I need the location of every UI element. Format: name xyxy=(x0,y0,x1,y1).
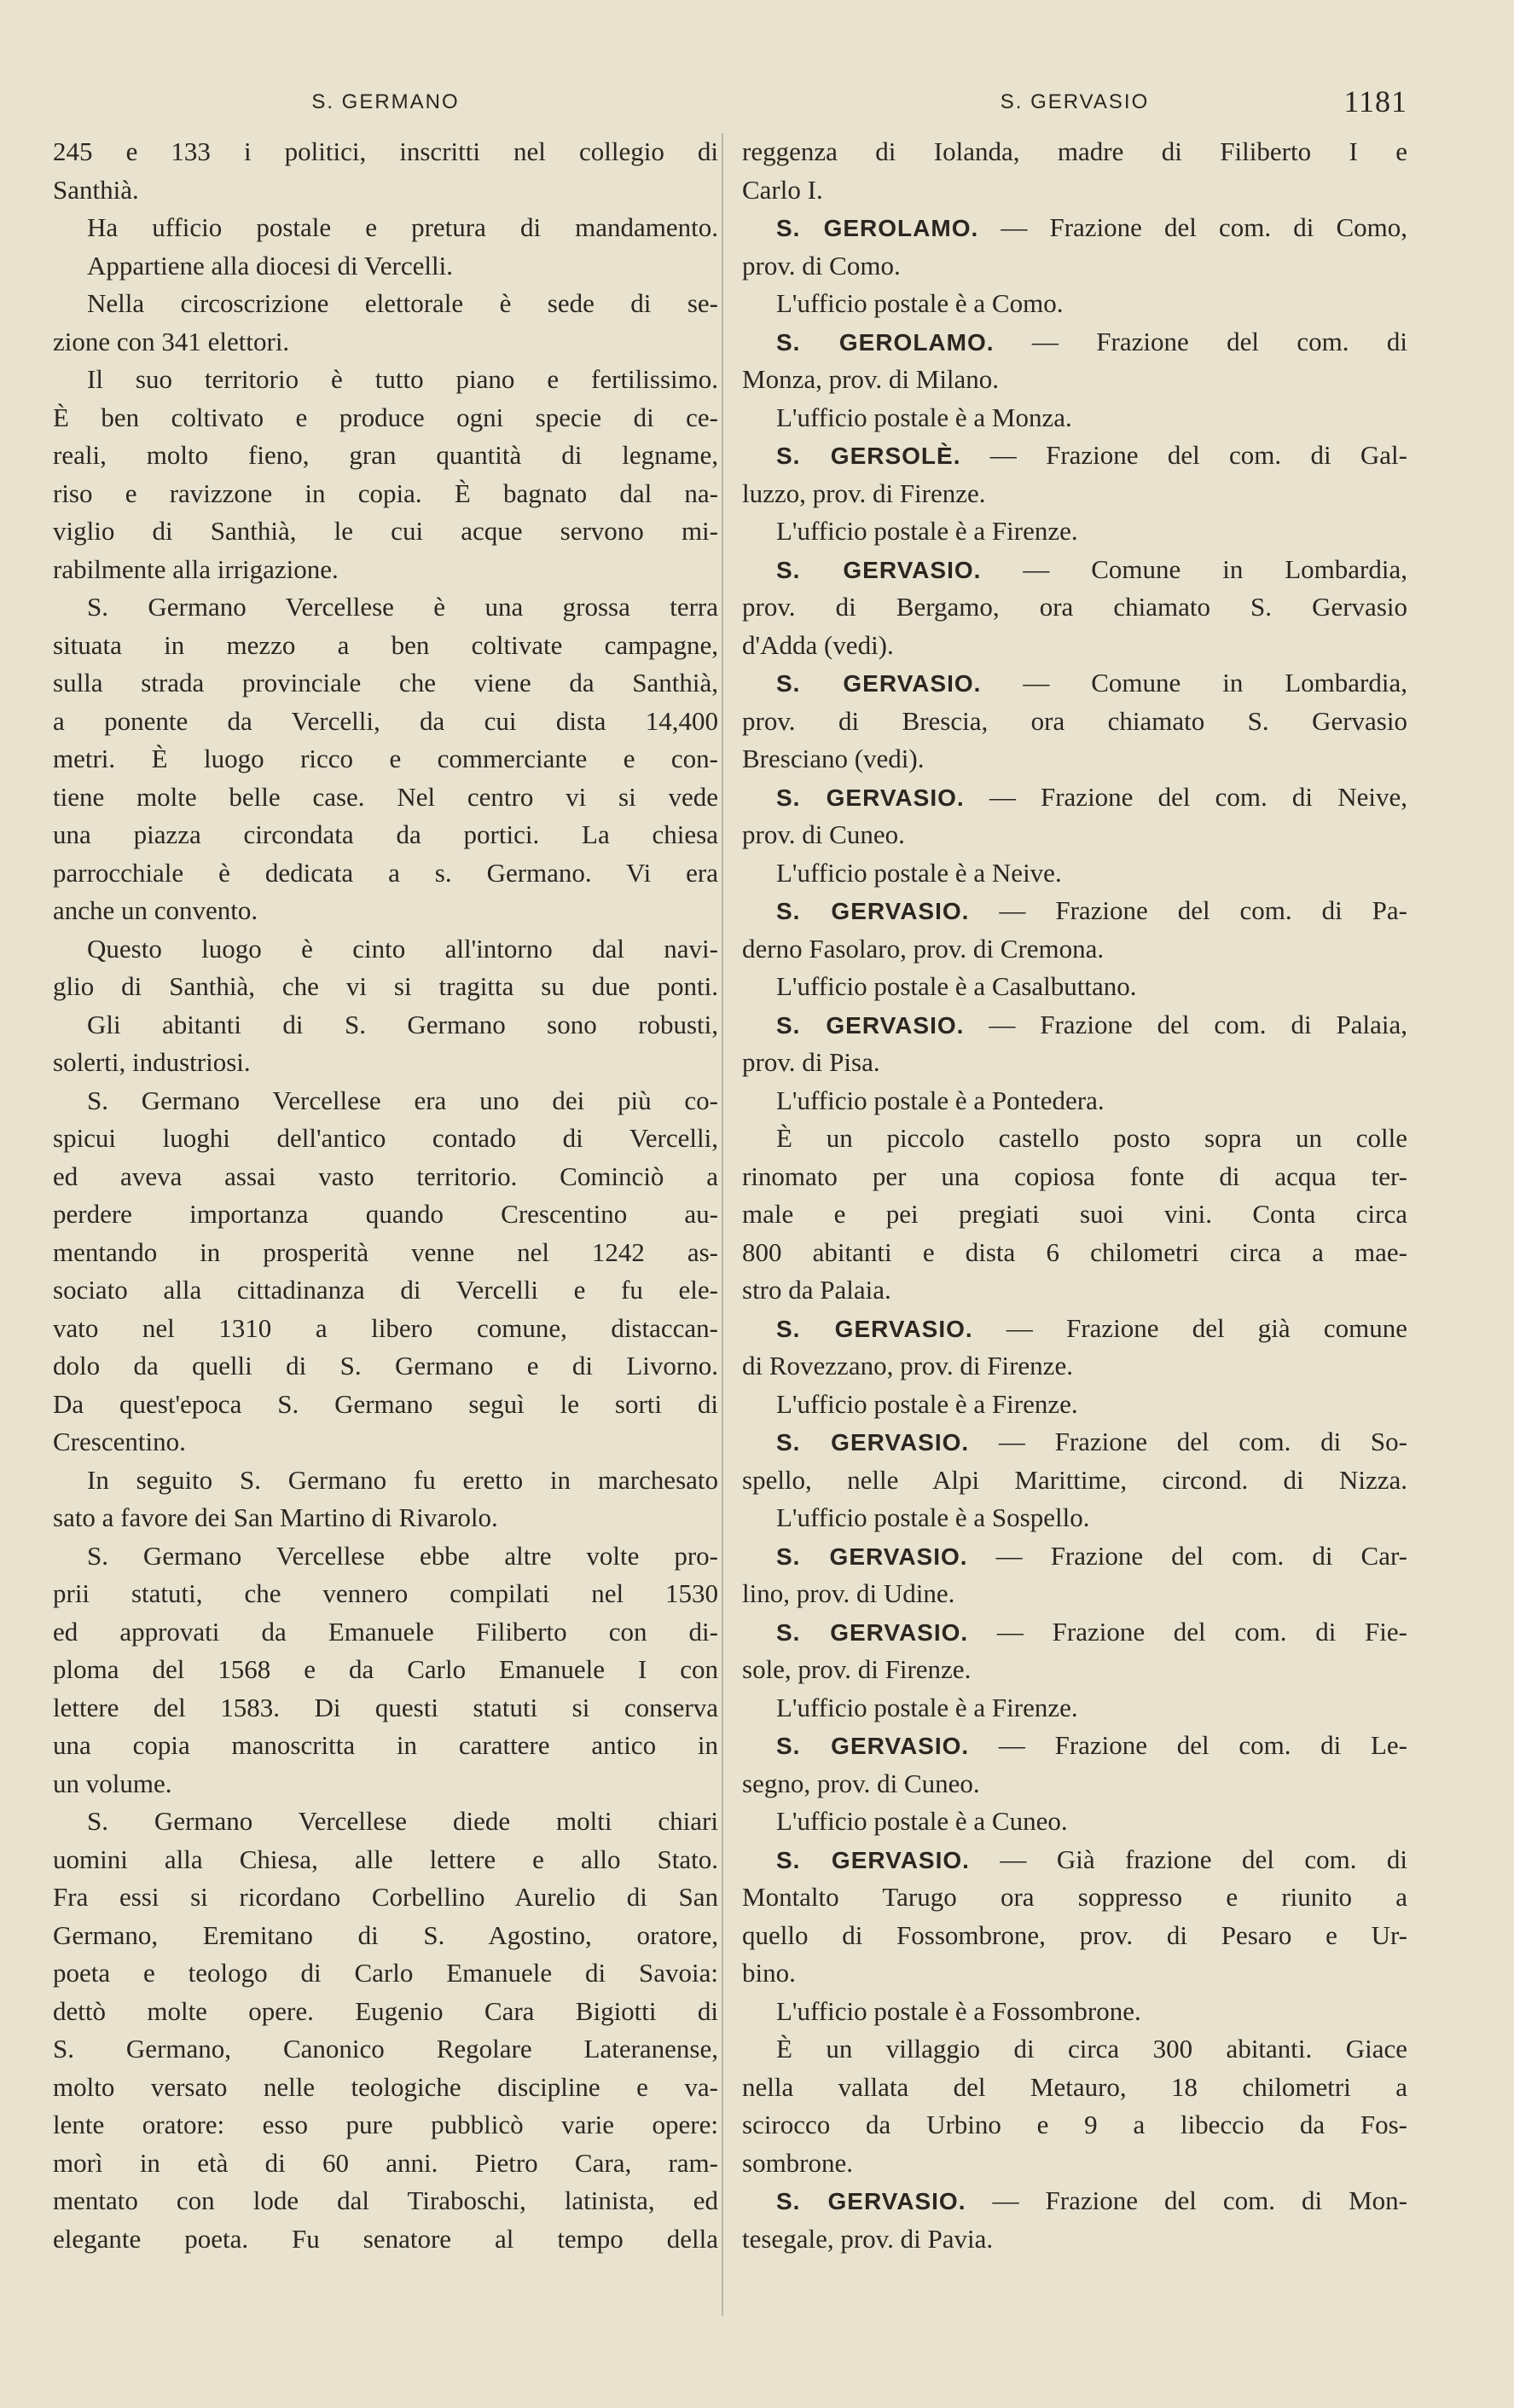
text-line xyxy=(53,475,718,513)
line-text: — Frazione del com. di So- xyxy=(969,1427,1407,1456)
right-column-text xyxy=(742,133,1407,2258)
line-text: prov. di Brescia, ora chiamato S. Gervasio xyxy=(742,705,1407,736)
text-line xyxy=(53,2069,718,2107)
text-line xyxy=(742,1575,1407,1613)
line-text: parrocchiale è dedicata a s. Germano. Vi era xyxy=(53,857,718,888)
line-text: spello, nelle Alpi Marittime, circond. di Nizza. xyxy=(742,1464,1407,1495)
right-running-head xyxy=(742,84,1407,124)
line-text: L'ufficio postale è a Como. xyxy=(776,288,1064,318)
text-line xyxy=(742,399,1407,437)
text-line xyxy=(742,2145,1407,2183)
text-line xyxy=(742,968,1407,1006)
line-text: Crescentino. xyxy=(53,1427,186,1456)
text-line xyxy=(53,1689,718,1728)
text-line xyxy=(742,285,1407,323)
line-text: morì in età di 60 anni. Pietro Cara, ram- xyxy=(53,2147,718,2178)
text-line xyxy=(742,1158,1407,1196)
line-text: prov. di Como. xyxy=(742,250,901,281)
text-line xyxy=(742,1347,1407,1386)
line-text: vato nel 1310 a libero comune, distaccan- xyxy=(53,1312,718,1343)
text-line xyxy=(742,512,1407,551)
text-line xyxy=(742,1651,1407,1689)
text-line xyxy=(742,1044,1407,1082)
text-line xyxy=(742,361,1407,399)
text-line xyxy=(53,627,718,665)
line-text: segno, prov. di Cuneo. xyxy=(742,1768,980,1798)
line-text: Monza, prov. di Milano. xyxy=(742,364,1000,394)
right-head-title: S. GERVASIO xyxy=(1000,90,1150,113)
text-line xyxy=(53,2145,718,2183)
line-text: male e pei pregiati suoi vini. Conta circa xyxy=(742,1199,1407,1229)
text-line xyxy=(742,816,1407,854)
text-line xyxy=(53,512,718,551)
line-text: Appartiene alla diocesi di Vercelli. xyxy=(87,250,453,281)
column-divider xyxy=(722,133,723,2316)
text-line xyxy=(53,1841,718,1879)
line-text: L'ufficio postale è a Cuneo. xyxy=(776,1806,1068,1836)
text-line xyxy=(53,437,718,475)
text-line xyxy=(53,285,718,323)
entry-keyword: S. GERVASIO. xyxy=(776,1846,970,1873)
line-text: ed aveva assai vasto territorio. Cominciò a xyxy=(53,1161,718,1191)
text-line xyxy=(742,1803,1407,1841)
left-column-text xyxy=(53,133,718,2258)
line-text: Il suo territorio è tutto piano e fertilissimo. xyxy=(87,364,718,394)
text-line xyxy=(742,588,1407,627)
text-line xyxy=(53,2106,718,2145)
text-line xyxy=(53,588,718,627)
text-line xyxy=(742,2106,1407,2145)
line-text: — Frazione del com. di Como, xyxy=(978,212,1407,242)
text-line xyxy=(53,1993,718,2031)
text-line xyxy=(742,1917,1407,1955)
line-text: — Frazione del com. di Fie- xyxy=(968,1616,1407,1647)
line-text: — Comune in Lombardia, xyxy=(981,668,1407,698)
entry-keyword: S. GERVASIO. xyxy=(776,1429,970,1456)
line-text: bino. xyxy=(742,1958,796,1988)
line-text: solerti, industriosi. xyxy=(53,1047,251,1077)
line-text: È un villaggio di circa 300 abitanti. Giace xyxy=(776,2034,1407,2064)
line-text: sombrone. xyxy=(742,2147,854,2178)
line-text: — Frazione del com. di Le- xyxy=(969,1730,1407,1760)
text-line xyxy=(53,1878,718,1917)
text-line xyxy=(53,209,718,247)
line-text: a ponente da Vercelli, da cui dista 14,400 xyxy=(53,705,718,736)
line-text: perdere importanza quando Crescentino au- xyxy=(53,1199,718,1229)
text-line xyxy=(53,361,718,399)
entry-keyword: S. GERVASIO. xyxy=(776,1733,970,1759)
entry-keyword: S. GERVASIO. xyxy=(776,1618,969,1646)
text-line xyxy=(53,816,718,854)
text-line xyxy=(53,1917,718,1955)
text-line xyxy=(53,892,718,930)
line-text: L'ufficio postale è a Monza. xyxy=(776,402,1072,432)
line-text: dolo da quelli di S. Germano e di Livorno. xyxy=(53,1351,718,1381)
text-line xyxy=(742,1993,1407,2031)
text-line xyxy=(742,323,1407,362)
line-text: glio di Santhià, che vi si tragitta su due ponti. xyxy=(53,971,718,1001)
text-line xyxy=(53,1537,718,1576)
line-text: reali, molto fieno, gran quantità di legname, xyxy=(53,440,718,470)
line-text: Da quest'epoca S. Germano seguì le sorti di xyxy=(53,1388,718,1419)
line-text: ed approvati da Emanuele Filiberto con di- xyxy=(53,1616,718,1647)
line-text: prii statuti, che vennero compilati nel 1530 xyxy=(53,1578,718,1608)
entry-keyword: S. GERVASIO. xyxy=(776,670,982,697)
text-line xyxy=(742,627,1407,665)
line-text: Gli abitanti di S. Germano sono robusti, xyxy=(87,1009,718,1039)
line-text: — Frazione del com. di xyxy=(994,326,1407,356)
line-text: un volume. xyxy=(53,1768,172,1798)
text-line xyxy=(53,1423,718,1462)
line-text: una piazza circondata da portici. La chiesa xyxy=(53,819,718,849)
line-text: sociato alla cittadinanza di Vercelli e fu ele- xyxy=(53,1275,718,1305)
text-line xyxy=(53,1499,718,1537)
line-text: — Frazione del com. di Pa- xyxy=(969,895,1407,925)
text-line xyxy=(53,2030,718,2069)
text-line xyxy=(742,247,1407,286)
text-line xyxy=(742,1310,1407,1348)
text-line xyxy=(742,1499,1407,1537)
line-text: Montalto Tarugo ora soppresso e riunito a xyxy=(742,1882,1407,1912)
text-line xyxy=(53,1347,718,1386)
line-text: lettere del 1583. Di questi statuti si conserva xyxy=(53,1692,718,1722)
text-line xyxy=(742,551,1407,589)
line-text: S. Germano, Canonico Regolare Lateranense, xyxy=(53,2034,718,2064)
line-text: — Frazione del com. di Mon- xyxy=(966,2185,1407,2215)
entry-keyword: S. GERVASIO. xyxy=(776,556,982,583)
text-line xyxy=(742,1195,1407,1234)
line-text: — Frazione del già comune xyxy=(972,1312,1407,1343)
line-text: sole, prov. di Firenze. xyxy=(742,1654,972,1684)
text-line xyxy=(53,551,718,589)
entry-keyword: S. GERSOLÈ. xyxy=(776,443,961,469)
text-line xyxy=(742,854,1407,893)
text-line xyxy=(742,1082,1407,1120)
line-text: — Frazione del com. di Neive, xyxy=(964,781,1407,812)
text-line xyxy=(53,930,718,969)
text-line xyxy=(53,1195,718,1234)
text-line xyxy=(53,1575,718,1613)
line-text: L'ufficio postale è a Casalbuttano. xyxy=(776,971,1137,1001)
line-text: — Frazione del com. di Car- xyxy=(967,1540,1407,1571)
text-line xyxy=(742,1765,1407,1803)
line-text: Bresciano (vedi). xyxy=(742,744,925,773)
text-line xyxy=(742,1613,1407,1652)
text-line xyxy=(53,703,718,741)
text-line xyxy=(53,664,718,703)
line-text: L'ufficio postale è a Sospello. xyxy=(776,1502,1090,1532)
text-line xyxy=(53,1310,718,1348)
line-text: 800 abitanti e dista 6 chilometri circa a mae- xyxy=(742,1236,1407,1267)
line-text: derno Fasolaro, prov. di Cremona. xyxy=(742,933,1105,964)
line-text: prov. di Bergamo, ora chiamato S. Gervasio xyxy=(742,592,1407,622)
text-line xyxy=(742,171,1407,210)
text-line xyxy=(742,475,1407,513)
text-line xyxy=(742,1006,1407,1045)
text-line xyxy=(742,779,1407,817)
text-line xyxy=(53,1044,718,1082)
line-text: luzzo, prov. di Firenze. xyxy=(742,478,986,508)
text-line xyxy=(53,1120,718,1158)
text-line xyxy=(742,703,1407,741)
line-text: poeta e teologo di Carlo Emanuele di Savoia: xyxy=(53,1958,718,1988)
text-line xyxy=(53,1006,718,1045)
text-line xyxy=(742,1841,1407,1879)
line-text: Nella circoscrizione elettorale è sede di se- xyxy=(87,288,718,318)
text-line xyxy=(53,1613,718,1652)
line-text: S. Germano Vercellese diede molti chiari xyxy=(87,1806,718,1836)
line-text: È un piccolo castello posto sopra un colle xyxy=(776,1123,1407,1153)
text-line xyxy=(742,209,1407,247)
line-text: quello di Fossombrone, prov. di Pesaro e Ur- xyxy=(742,1919,1407,1950)
line-text: È ben coltivato e produce ogni specie di ce- xyxy=(53,402,718,432)
entry-keyword: S. GEROLAMO. xyxy=(776,215,979,241)
text-line xyxy=(53,399,718,437)
entry-keyword: S. GEROLAMO. xyxy=(776,328,995,356)
line-text: 245 e 133 i politici, inscritti nel collegio di xyxy=(53,136,718,166)
line-text: sato a favore dei San Martino di Rivarolo. xyxy=(53,1502,498,1532)
text-line xyxy=(742,740,1407,779)
line-text: uomini alla Chiesa, alle lettere e allo Stato. xyxy=(53,1844,718,1874)
line-text: mentando in prosperità venne nel 1242 as- xyxy=(53,1236,718,1267)
line-text: L'ufficio postale è a Firenze. xyxy=(776,1388,1078,1419)
line-text: molto versato nelle teologiche discipline e va- xyxy=(53,2071,718,2102)
line-text: lente oratore: esso pure pubblicò varie opere: xyxy=(53,2110,718,2139)
line-text: ploma del 1568 e da Carlo Emanuele I con xyxy=(53,1654,718,1684)
left-running-head xyxy=(53,90,718,124)
text-line xyxy=(742,1271,1407,1310)
entry-keyword: S. GERVASIO. xyxy=(776,1011,965,1039)
line-text: di Rovezzano, prov. di Firenze. xyxy=(742,1351,1073,1381)
line-text: L'ufficio postale è a Neive. xyxy=(776,857,1062,888)
line-text: riso e ravizzone in copia. È bagnato dal na- xyxy=(53,478,718,508)
text-line xyxy=(53,740,718,779)
text-line xyxy=(53,1803,718,1841)
text-line xyxy=(742,133,1407,171)
line-text: nella vallata del Metauro, 18 chilometri a xyxy=(742,2071,1407,2102)
text-line xyxy=(53,1462,718,1500)
text-line xyxy=(53,2220,718,2259)
line-text: dettò molte opere. Eugenio Cara Bigiotti di xyxy=(53,1995,718,2026)
text-line xyxy=(742,892,1407,930)
text-line xyxy=(742,1423,1407,1462)
left-head-title: S. GERMANO xyxy=(311,90,460,113)
line-text: mentato con lode dal Tiraboschi, latinista, ed xyxy=(53,2185,718,2215)
line-text: S. Germano Vercellese era uno dei più co- xyxy=(87,1085,718,1115)
text-line xyxy=(53,2182,718,2220)
line-text: S. Germano Vercellese ebbe altre volte pro- xyxy=(87,1540,718,1571)
text-line xyxy=(53,968,718,1006)
text-line xyxy=(53,1271,718,1310)
text-line xyxy=(742,2182,1407,2220)
text-line xyxy=(53,854,718,893)
line-text: prov. di Pisa. xyxy=(742,1047,880,1077)
text-line xyxy=(53,247,718,286)
line-text: L'ufficio postale è a Fossombrone. xyxy=(776,1995,1141,2026)
line-text: d'Adda (vedi). xyxy=(742,629,894,660)
line-text: — Già frazione del com. di xyxy=(969,1844,1407,1874)
text-line xyxy=(742,1386,1407,1424)
line-text: lino, prov. di Udine. xyxy=(742,1578,955,1608)
text-line xyxy=(742,2069,1407,2107)
line-text: — Frazione del com. di Palaia, xyxy=(964,1009,1407,1039)
text-line xyxy=(53,1651,718,1689)
entry-keyword: S. GERVASIO. xyxy=(776,1315,973,1342)
line-text: Carlo I. xyxy=(742,174,823,205)
page-number: 1181 xyxy=(1343,84,1407,119)
line-text: Santhià. xyxy=(53,174,139,205)
line-text: sulla strada provinciale che viene da Santhià, xyxy=(53,668,718,698)
text-line xyxy=(742,1462,1407,1500)
text-line xyxy=(742,664,1407,703)
line-text: prov. di Cuneo. xyxy=(742,819,905,849)
text-line xyxy=(53,323,718,362)
text-line xyxy=(53,1234,718,1272)
text-line xyxy=(742,930,1407,969)
line-text: Germano, Eremitano di S. Agostino, oratore, xyxy=(53,1919,718,1950)
line-text: L'ufficio postale è a Firenze. xyxy=(776,1692,1078,1722)
text-line xyxy=(742,437,1407,475)
text-line xyxy=(742,1120,1407,1158)
text-line xyxy=(53,1386,718,1424)
text-line xyxy=(742,2030,1407,2069)
line-text: L'ufficio postale è a Pontedera. xyxy=(776,1085,1105,1115)
line-text: viglio di Santhià, le cui acque servono mi- xyxy=(53,516,718,546)
text-line xyxy=(53,171,718,210)
line-text: — Frazione del com. di Gal- xyxy=(960,440,1407,470)
line-text: Fra essi si ricordano Corbellino Aurelio di San xyxy=(53,1882,718,1912)
line-text: situata in mezzo a ben coltivate campagne, xyxy=(53,629,718,660)
line-text: Questo luogo è cinto all'intorno dal navi- xyxy=(87,933,718,964)
line-text: tiene molte belle case. Nel centro vi si vede xyxy=(53,781,718,812)
text-line xyxy=(742,1689,1407,1728)
line-text: L'ufficio postale è a Firenze. xyxy=(776,516,1078,546)
text-line xyxy=(53,133,718,171)
line-text: zione con 341 elettori. xyxy=(53,326,290,356)
text-line xyxy=(53,1158,718,1196)
entry-keyword: S. GERVASIO. xyxy=(776,898,970,924)
line-text: stro da Palaia. xyxy=(742,1275,891,1305)
line-text: spicui luoghi dell'antico contado di Vercelli, xyxy=(53,1123,718,1153)
text-line xyxy=(742,2220,1407,2259)
entry-keyword: S. GERVASIO. xyxy=(776,2188,966,2214)
line-text: — Comune in Lombardia, xyxy=(981,553,1407,584)
entry-keyword: S. GERVASIO. xyxy=(776,784,965,811)
line-text: In seguito S. Germano fu eretto in marchesato xyxy=(87,1464,718,1495)
line-text: rinomato per una copiosa fonte di acqua ter- xyxy=(742,1161,1407,1191)
text-line xyxy=(742,1878,1407,1917)
text-line xyxy=(742,1727,1407,1765)
line-text: anche un convento. xyxy=(53,895,258,925)
line-text: tesegale, prov. di Pavia. xyxy=(742,2223,994,2254)
line-text: scirocco da Urbino e 9 a libeccio da Fos- xyxy=(742,2110,1407,2139)
line-text: metri. È luogo ricco e commerciante e con- xyxy=(53,744,718,773)
text-line xyxy=(742,1954,1407,1993)
text-line xyxy=(53,1954,718,1993)
entry-keyword: S. GERVASIO. xyxy=(776,1543,968,1570)
line-text: rabilmente alla irrigazione. xyxy=(53,553,339,584)
line-text: una copia manoscritta in carattere antico in xyxy=(53,1730,718,1760)
text-line xyxy=(742,1234,1407,1272)
line-text: S. Germano Vercellese è una grossa terra xyxy=(87,592,718,622)
text-line xyxy=(53,1727,718,1765)
line-text: elegante poeta. Fu senatore al tempo della xyxy=(53,2223,718,2254)
text-line xyxy=(742,1537,1407,1576)
line-text: Ha ufficio postale e pretura di mandamento. xyxy=(87,212,718,242)
text-line xyxy=(53,779,718,817)
line-text: reggenza di Iolanda, madre di Filiberto I e xyxy=(742,136,1407,166)
text-line xyxy=(53,1765,718,1803)
text-line xyxy=(53,1082,718,1120)
